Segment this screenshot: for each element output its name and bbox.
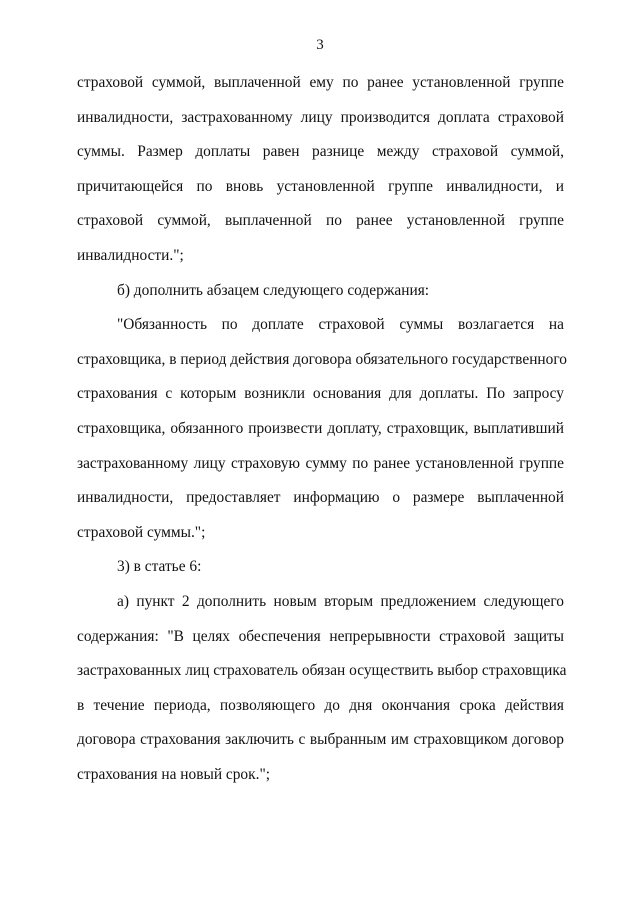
text-line: в течение периода, позволяющего до дня окончания срока действия — [77, 696, 564, 714]
text-line: страховщика, в период действия договора обязательного государственного — [77, 350, 567, 368]
text-line: а) пункт 2 дополнить новым вторым предложением следующего — [117, 592, 564, 610]
text-line: причитающейся по вновь установленной группе инвалидности, и — [77, 177, 564, 195]
text-line: суммы. Размер доплаты равен разнице между страховой суммой, — [77, 143, 564, 161]
text-line: договора страхования заключить с выбранным им страховщиком договор — [77, 731, 564, 749]
text-line: инвалидности."; — [77, 246, 184, 264]
text-line: "Обязанность по доплате страховой суммы возлагается на — [117, 316, 564, 334]
text-line: страховщика, обязанного произвести доплату, страховщик, выплативший — [77, 419, 564, 437]
text-line: инвалидности, застрахованному лицу производится доплата страховой — [77, 108, 564, 126]
paragraph-heading: 3) в статье 6: — [117, 558, 202, 576]
text-line: страховой суммой, выплаченной по ранее установленной группе — [77, 212, 564, 230]
document-body — [77, 66, 567, 792]
text-line: страхования с которым возникли основания для доплаты. По запросу — [77, 385, 564, 403]
paragraph-heading: б) дополнить абзацем следующего содержания: — [117, 281, 430, 299]
text-line: страховой суммой, выплаченной ему по ранее установленной группе — [77, 74, 564, 91]
text-line: застрахованных лиц страхователь обязан осуществить выбор страховщика — [77, 662, 567, 680]
text-line: страхования на новый срок."; — [77, 765, 271, 783]
page-number: 3 — [316, 37, 324, 53]
text-line: инвалидности, предоставляет информацию о размере выплаченной — [77, 489, 564, 507]
text-line: содержания: "В целях обеспечения непрерывности страховой защиты — [77, 627, 564, 645]
text-line: страховой суммы."; — [77, 523, 206, 541]
text-line: застрахованному лицу страховую сумму по ранее установленной группе — [77, 454, 564, 472]
